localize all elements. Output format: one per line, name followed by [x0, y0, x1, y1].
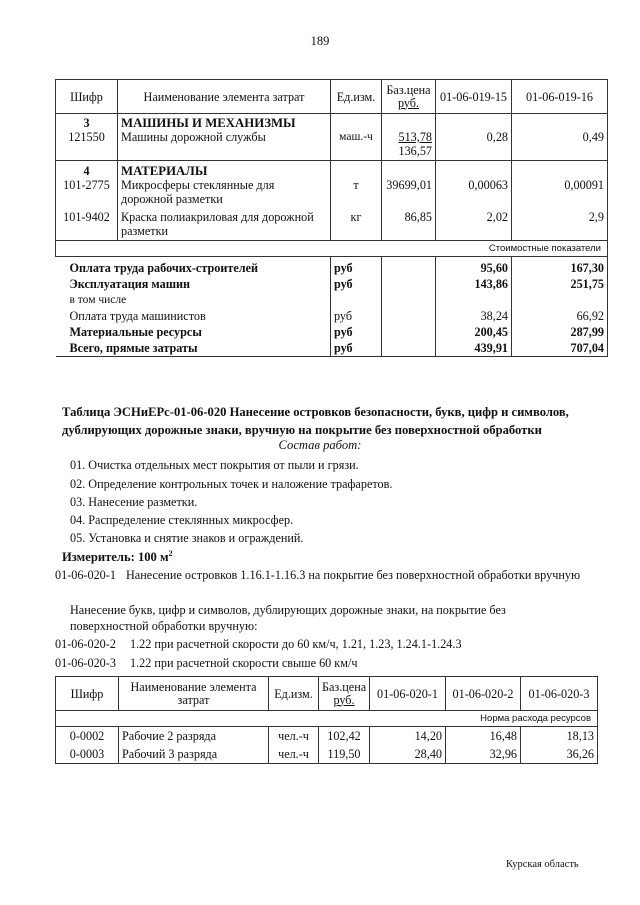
- work-item: 02. Определение контрольных точек и наложение трафаретов.: [70, 477, 393, 491]
- col-header-price: Баз.цена руб.: [382, 80, 436, 114]
- col-header-unit: Ед.изм.: [269, 677, 319, 711]
- work-composition-heading: Состав работ:: [278, 438, 362, 452]
- table-row: 101-9402 Краска полиакриловая для дорожной разметки кг 86,85 2,02 2,9: [56, 210, 608, 241]
- table-header-row: [56, 677, 598, 711]
- col-header-020-1: 01-06-020-1: [370, 677, 446, 711]
- group-description: Нанесение букв, цифр и символов, дублирующих дорожные знаки, на покрытие без поверхностной обработки вручную:: [70, 603, 506, 633]
- col-header-020-3: 01-06-020-3: [521, 677, 598, 711]
- col-header-019-15: 01-06-019-15: [436, 80, 512, 114]
- entry-code: 01-06-020-1: [55, 568, 116, 582]
- summary-row: в том числе: [56, 292, 608, 308]
- section-row-materials: 4 МАТЕРИАЛЫ: [56, 161, 608, 179]
- col-header-019-16: 01-06-019-16: [512, 80, 608, 114]
- summary-row: Эксплуатация машин руб 143,86 251,75: [56, 276, 608, 292]
- summary-row-total: Всего, прямые затраты руб 439,91 707,04: [56, 340, 608, 357]
- resource-norm-band: Норма расхода ресурсов: [56, 711, 598, 727]
- price-current: 513,78: [398, 130, 432, 144]
- work-item: 05. Установка и снятие знаков и ограждений.: [70, 531, 304, 545]
- price-wage: 136,57: [398, 144, 432, 158]
- summary-row: Оплата труда рабочих-строителей руб 95,60 167,30: [56, 257, 608, 277]
- entry-description: 1.22 при расчетной скорости до 60 км/ч, 1.21, 1.23, 1.24.1-1.24.3: [130, 637, 462, 651]
- table-header-row: [56, 80, 608, 114]
- measure-unit: Измеритель: 100 $м^2$: [62, 549, 173, 565]
- table-title: Таблица ЭСНиЕРс-01-06-020 Нанесение островков безопасности, букв, цифр и символов, дублирующих дорожные знаки, вручную на покрытие без поверхностной обработки: [62, 405, 569, 437]
- work-item: 01. Очистка отдельных мест покрытия от пыли и грязи.: [70, 458, 359, 472]
- entry-description: Нанесение островков 1.16.1-1.16.3 на покрытие без поверхностной обработки вручную: [126, 568, 581, 582]
- resource-table-020: [55, 676, 598, 764]
- summary-row: Оплата труда машинистов руб 38,24 66,92: [56, 308, 608, 324]
- col-header-name: Наименование элемента затрат: [119, 677, 269, 711]
- col-header-code: Шифр: [56, 677, 119, 711]
- entry-code: 01-06-020-2: [55, 637, 116, 651]
- summary-row: Материальные ресурсы руб 200,45 287,99: [56, 324, 608, 340]
- section-row-machines: 3 МАШИНЫ И МЕХАНИЗМЫ: [56, 114, 608, 131]
- table-row: 101-2775 Микросферы стеклянные для дорожной разметки т 39699,01 0,00063 0,00091: [56, 178, 608, 210]
- table-row: 121550 Машины дорожной службы маш.-ч 513,78 136,57 0,28 0,49: [56, 130, 608, 161]
- entry-description: 1.22 при расчетной скорости свыше 60 км/ч: [130, 656, 358, 670]
- work-item: 04. Распределение стеклянных микросфер.: [70, 513, 294, 527]
- col-header-020-2: 01-06-020-2: [446, 677, 521, 711]
- col-header-code: Шифр: [56, 80, 118, 114]
- region-footer: Курская область: [506, 859, 579, 870]
- col-header-unit: Ед.изм.: [331, 80, 382, 114]
- table-row: 0-0002 Рабочие 2 разряда чел.-ч 102,42 14,20 16,48 18,13: [56, 727, 598, 746]
- table-row: 0-0003 Рабочий 3 разряда чел.-ч 119,50 28,40 32,96 36,26: [56, 745, 598, 764]
- col-header-price: Баз.цена руб.: [319, 677, 370, 711]
- page-number: 189: [310, 34, 330, 48]
- col-header-name: Наименование элемента затрат: [118, 80, 331, 114]
- work-item: 03. Нанесение разметки.: [70, 495, 198, 509]
- entry-code: 01-06-020-3: [55, 656, 116, 670]
- cost-indicators-band: Стоимостные показатели: [56, 241, 608, 257]
- resource-table-019: [55, 79, 608, 357]
